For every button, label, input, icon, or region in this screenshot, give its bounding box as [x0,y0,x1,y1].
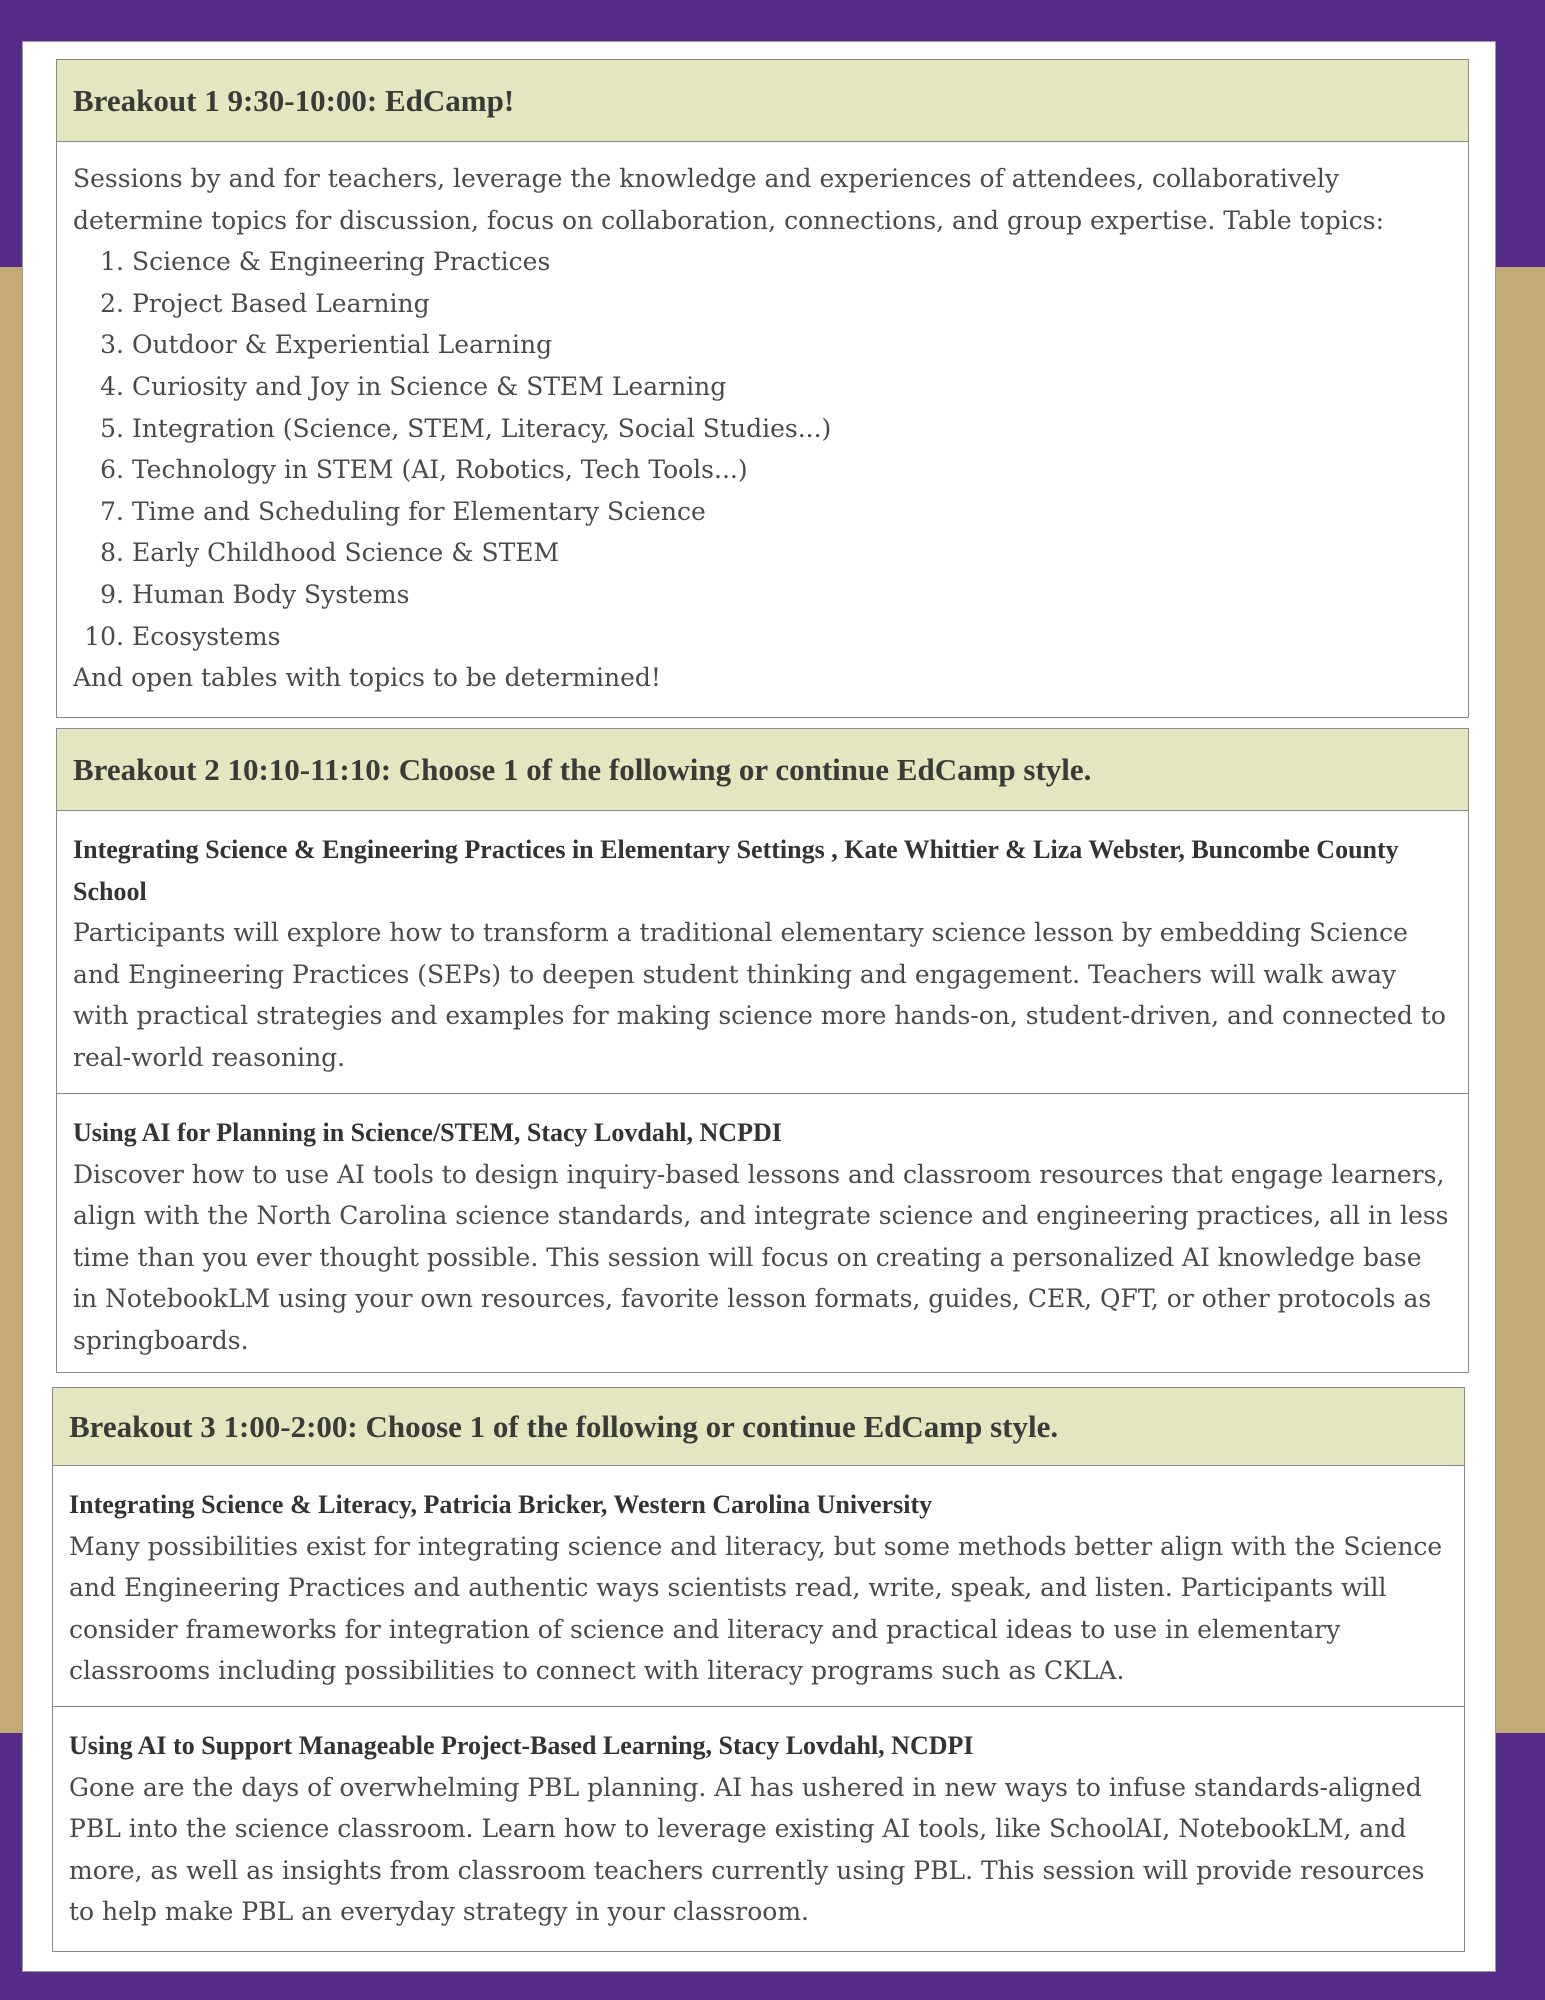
topic-item [73,324,1452,366]
breakout-1-closing: And open tables with topics to be determined! [73,663,661,693]
topic-number: 10. [84,621,124,651]
topic-number: 6. [100,455,124,485]
topic-item [73,532,1452,574]
breakout-3-box [52,1387,1465,1952]
breakout-1-body [57,142,1468,699]
breakout-2-box [56,728,1469,1373]
topic-text: Human Body Systems [131,579,410,609]
session-title: Using AI to Support Manageable Project-Based Learning, Stacy Lovdahl, NCDPI [69,1731,974,1760]
session-card [53,1706,1464,1947]
topic-item [73,491,1452,533]
session-card [57,1093,1468,1376]
breakout-1-intro: Sessions by and for teachers, leverage the knowledge and experiences of attendees, collaboratively determine topics for discussion, focus on collaboration, connections, and group expertise. Table topics: [73,164,1384,235]
topic-number: 9. [100,579,124,609]
session-title: Integrating Science & Literacy, Patricia Bricker, Western Carolina University [69,1490,933,1519]
session-card [53,1466,1464,1706]
topic-number: 4. [100,371,124,401]
topic-text: Time and Scheduling for Elementary Science [131,496,706,526]
topic-number: 1. [100,247,124,277]
topic-text: Ecosystems [131,621,281,651]
topic-text: Integration (Science, STEM, Literacy, Social Studies...) [131,413,832,443]
topic-item [73,574,1452,616]
breakout-3-heading: Breakout 3 1:00-2:00: Choose 1 of the following or continue EdCamp style. [53,1388,1464,1466]
topic-number: 5. [100,413,124,443]
topic-number: 8. [100,538,124,568]
topic-text: Project Based Learning [131,288,430,318]
topic-item [73,241,1452,283]
session-card [57,811,1468,1093]
session-description: Participants will explore how to transform a traditional elementary science lesson by embedding Science and Engineering Practices (SEPs) to deepen student thinking and engagement. Teachers will walk away with practical strategies and examples for making science more hands-on, student-driven, and connected to real-world reasoning. [73,918,1446,1072]
topic-item [73,408,1452,450]
topic-number: 3. [100,330,124,360]
session-title: Using AI for Planning in Science/STEM, Stacy Lovdahl, NCPDI [73,1118,782,1147]
session-title: Integrating Science & Engineering Practices in Elementary Settings , Kate Whittier & Liza Webster, Buncombe County School [73,835,1399,906]
breakout-1-heading: Breakout 1 9:30-10:00: EdCamp! [57,60,1468,142]
breakout-1-box [56,59,1469,718]
topic-number: 2. [100,288,124,318]
session-description: Discover how to use AI tools to design inquiry-based lessons and classroom resources that engage learners, align with the North Carolina science standards, and integrate science and engineering practices, all in less time than you ever thought possible. This session will focus on creating a personalized AI knowledge base in NotebookLM using your own resources, favorite lesson formats, guides, CER, QFT, or other protocols as springboards. [73,1159,1449,1355]
topic-item [73,366,1452,408]
breakout-2-heading: Breakout 2 10:10-11:10: Choose 1 of the following or continue EdCamp style. [57,729,1468,811]
session-description: Gone are the days of overwhelming PBL planning. AI has ushered in new ways to infuse standards-aligned PBL into the science classroom. Learn how to leverage existing AI tools, like SchoolAI, NotebookLM, and more, as well as insights from classroom teachers currently using PBL. This session will provide resources to help make PBL an everyday strategy in your classroom. [69,1772,1425,1927]
table-topics-list [73,241,1452,657]
topic-text: Early Childhood Science & STEM [131,538,560,568]
topic-text: Curiosity and Joy in Science & STEM Learning [131,371,727,401]
schedule-page [22,41,1496,1972]
topic-item [73,283,1452,325]
topic-item [73,449,1452,491]
session-description: Many possibilities exist for integrating science and literacy, but some methods better align with the Science and Engineering Practices and authentic ways scientists read, write, speak, and listen. Participants will consider frameworks for integration of science and literacy and practical ideas to use in elementary classrooms including possibilities to connect with literacy programs such as CKLA. [69,1531,1443,1686]
topic-number: 7. [100,496,124,526]
topic-text: Science & Engineering Practices [131,247,551,277]
topic-text: Technology in STEM (AI, Robotics, Tech Tools...) [131,455,748,485]
topic-text: Outdoor & Experiential Learning [131,330,553,360]
topic-item [73,616,1452,658]
